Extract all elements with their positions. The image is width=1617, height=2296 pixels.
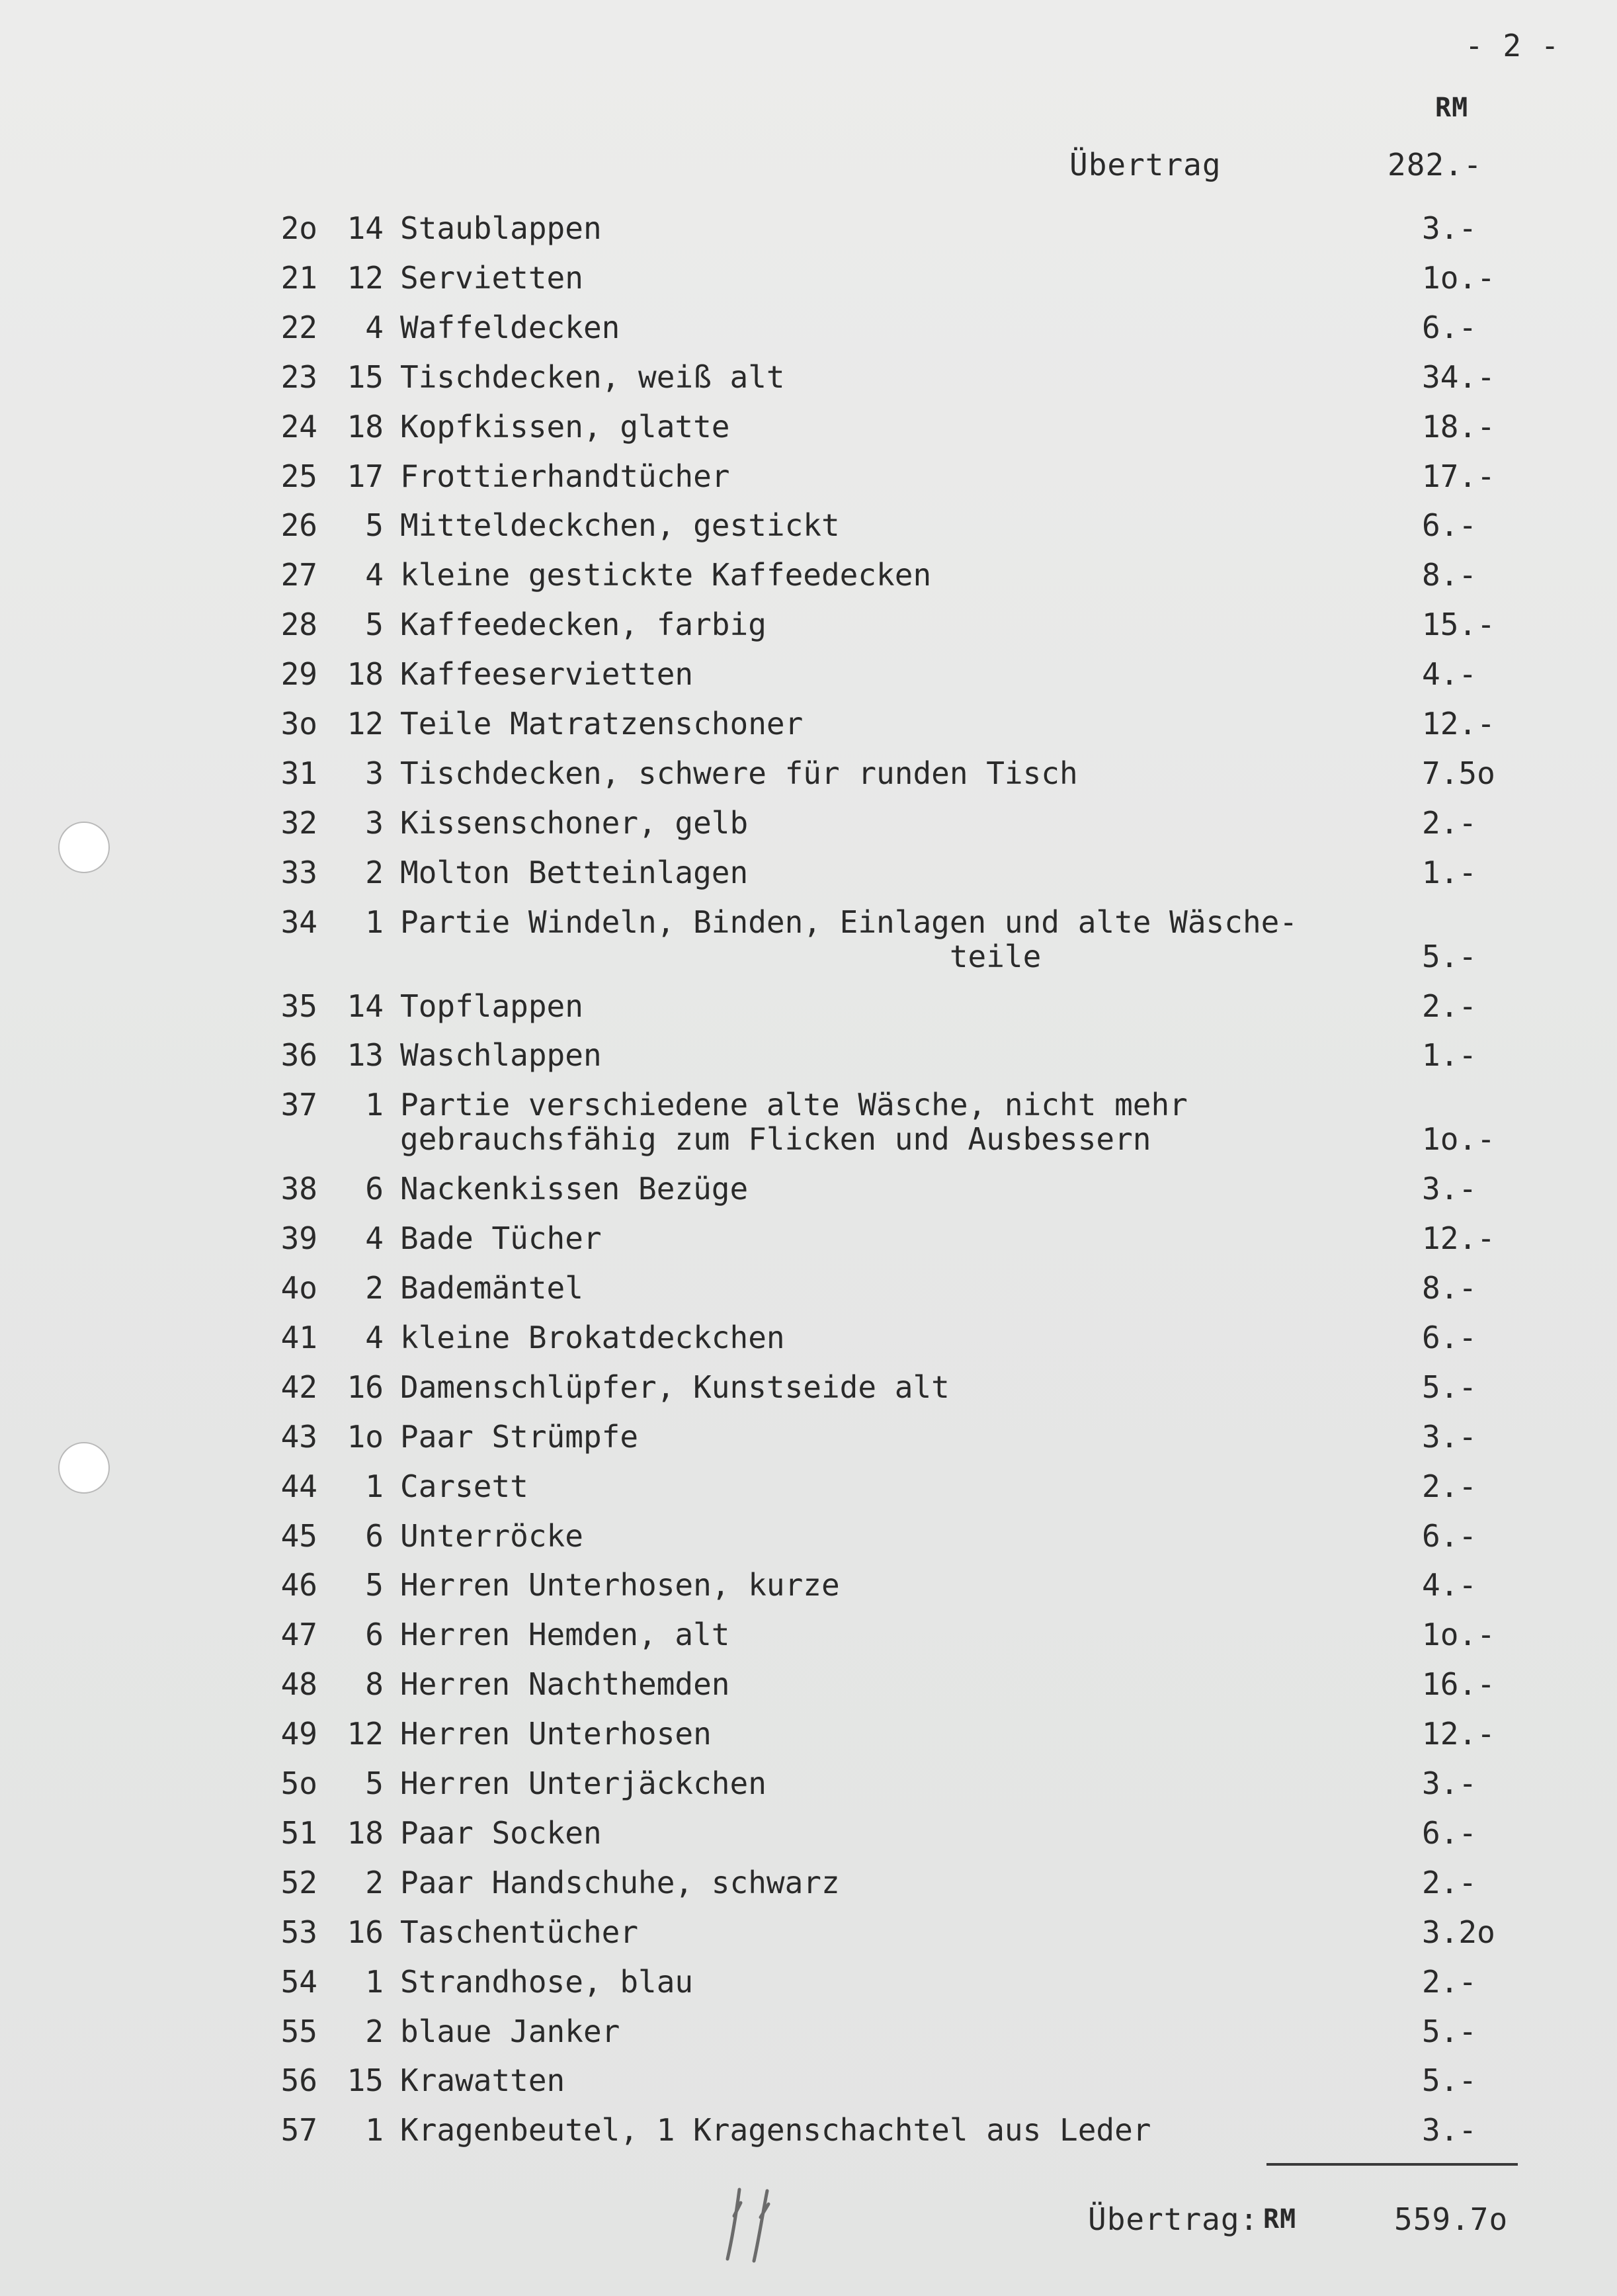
item-amount: 6.- <box>1422 309 1477 345</box>
item-amount: 2.- <box>1422 1864 1477 1900</box>
item-amount: 1.- <box>1422 854 1477 890</box>
currency-symbol: RM <box>1435 93 1469 123</box>
item-description: Herren Unterhosen <box>400 1716 712 1752</box>
item-description: Partie Windeln, Binden, Einlagen und alte Wäsche- <box>400 904 1298 940</box>
item-amount: 3.- <box>1422 1418 1477 1455</box>
item-quantity: 5 <box>365 1567 384 1603</box>
item-amount: 3.- <box>1422 1171 1477 1207</box>
item-number: 28 <box>280 607 317 643</box>
item-description: Bade Tücher <box>400 1220 602 1257</box>
item-amount: 3.- <box>1422 210 1477 246</box>
item-amount: 5.- <box>1422 1369 1477 1405</box>
item-quantity: 6 <box>365 1617 384 1653</box>
item-quantity: 4 <box>365 309 384 345</box>
item-amount: 6.- <box>1422 1517 1477 1554</box>
item-row <box>0 988 1617 1028</box>
item-quantity: 2 <box>365 854 384 890</box>
item-amount: 4.- <box>1422 1567 1477 1603</box>
item-number: 24 <box>280 408 317 445</box>
item-quantity: 2 <box>365 1864 384 1900</box>
item-quantity: 6 <box>365 1171 384 1207</box>
item-number: 51 <box>280 1814 317 1851</box>
item-number: 33 <box>280 854 317 890</box>
item-number: 27 <box>280 557 317 593</box>
item-quantity: 1o <box>347 1418 384 1455</box>
item-number: 34 <box>280 904 317 940</box>
item-quantity: 4 <box>365 1220 384 1257</box>
item-number: 29 <box>280 656 317 693</box>
item-number: 43 <box>280 1418 317 1455</box>
item-amount: 18.- <box>1422 408 1495 445</box>
item-description: Kragenbeutel, 1 Kragenschachtel aus Leder <box>400 2112 1151 2148</box>
item-row <box>0 755 1617 795</box>
item-description: Herren Unterhosen, kurze <box>400 1567 840 1603</box>
item-row <box>0 1617 1617 1656</box>
item-quantity: 1 <box>365 1087 384 1123</box>
item-number: 23 <box>280 359 317 395</box>
item-amount: 1o.- <box>1422 259 1495 296</box>
item-row <box>0 607 1617 646</box>
item-number: 52 <box>280 1864 317 1900</box>
item-description: Krawatten <box>400 2062 565 2099</box>
item-row <box>0 1765 1617 1805</box>
item-description: Servietten <box>400 259 583 296</box>
item-description: Herren Hemden, alt <box>400 1617 730 1653</box>
item-row <box>0 1270 1617 1310</box>
item-number: 25 <box>280 458 317 494</box>
item-amount: 8.- <box>1422 557 1477 593</box>
item-amount: 4.- <box>1422 656 1477 693</box>
item-description: blaue Janker <box>400 2013 620 2049</box>
item-quantity: 18 <box>347 1814 384 1851</box>
handwritten-mark <box>714 2183 787 2269</box>
item-row <box>0 2062 1617 2102</box>
item-number: 2o <box>280 210 317 246</box>
item-amount: 6.- <box>1422 1319 1477 1355</box>
item-description: Mitteldeckchen, gestickt <box>400 507 840 544</box>
item-number: 38 <box>280 1171 317 1207</box>
item-description: kleine gestickte Kaffeedecken <box>400 557 932 593</box>
item-amount: 5.- <box>1422 2013 1477 2049</box>
item-description: Herren Unterjäckchen <box>400 1765 767 1801</box>
item-number: 5o <box>280 1765 317 1801</box>
item-row <box>0 1815 1617 1855</box>
item-number: 39 <box>280 1220 317 1257</box>
item-quantity: 8 <box>365 1666 384 1703</box>
item-row <box>0 1716 1617 1756</box>
item-number: 56 <box>280 2062 317 2099</box>
item-row <box>0 1666 1617 1706</box>
item-number: 53 <box>280 1914 317 1950</box>
item-quantity: 3 <box>365 755 384 791</box>
item-quantity: 2 <box>365 2013 384 2049</box>
item-row <box>0 1567 1617 1607</box>
item-quantity: 12 <box>347 1716 384 1752</box>
item-number: 57 <box>280 2112 317 2148</box>
item-row <box>0 1037 1617 1077</box>
item-description: Unterröcke <box>400 1517 583 1554</box>
item-row <box>0 706 1617 745</box>
item-quantity: 4 <box>365 557 384 593</box>
item-number: 36 <box>280 1037 317 1074</box>
item-description: Taschentücher <box>400 1914 639 1950</box>
item-quantity: 1 <box>365 1468 384 1504</box>
item-amount: 2.- <box>1422 988 1477 1024</box>
item-number: 21 <box>280 259 317 296</box>
item-description: Partie verschiedene alte Wäsche, nicht mehr <box>400 1087 1188 1123</box>
item-quantity: 5 <box>365 607 384 643</box>
item-number: 22 <box>280 309 317 345</box>
item-row <box>0 1171 1617 1211</box>
item-row <box>0 1087 1617 1158</box>
item-amount: 1o.- <box>1422 1617 1495 1653</box>
item-description: Herren Nachthemden <box>400 1666 730 1703</box>
item-description: Kissenschoner, gelb <box>400 804 749 841</box>
item-description: Strandhose, blau <box>400 1963 694 2000</box>
item-row <box>0 656 1617 696</box>
item-row <box>0 1220 1617 1260</box>
item-row <box>0 1914 1617 1954</box>
item-number: 35 <box>280 988 317 1024</box>
item-quantity: 5 <box>365 507 384 544</box>
item-number: 42 <box>280 1369 317 1405</box>
item-description: Tischdecken, schwere für runden Tisch <box>400 755 1078 791</box>
item-number: 49 <box>280 1716 317 1752</box>
item-quantity: 2 <box>365 1270 384 1306</box>
item-quantity: 18 <box>347 408 384 445</box>
item-amount: 7.5o <box>1422 755 1495 791</box>
item-description-continued: teile <box>400 938 1042 974</box>
item-row <box>0 557 1617 597</box>
item-description-continued: gebrauchsfähig zum Flicken und Ausbessern <box>400 1121 1151 1158</box>
carry-over-label: Übertrag <box>1069 147 1222 183</box>
item-row <box>0 855 1617 894</box>
item-row <box>0 210 1617 250</box>
item-quantity: 13 <box>347 1037 384 1074</box>
item-description: Kopfkissen, glatte <box>400 408 730 445</box>
item-number: 47 <box>280 1617 317 1653</box>
item-description: Tischdecken, weiß alt <box>400 359 785 395</box>
item-quantity: 4 <box>365 1319 384 1355</box>
item-number: 48 <box>280 1666 317 1703</box>
item-amount: 6.- <box>1422 507 1477 544</box>
item-quantity: 3 <box>365 804 384 841</box>
item-description: Nackenkissen Bezüge <box>400 1171 749 1207</box>
item-description: Paar Handschuhe, schwarz <box>400 1864 840 1900</box>
item-amount: 5.- <box>1422 938 1477 974</box>
item-quantity: 14 <box>347 210 384 246</box>
item-description: kleine Brokatdeckchen <box>400 1319 785 1355</box>
item-row <box>0 409 1617 448</box>
item-number: 45 <box>280 1517 317 1554</box>
item-number: 32 <box>280 804 317 841</box>
item-quantity: 16 <box>347 1914 384 1950</box>
item-number: 37 <box>280 1087 317 1123</box>
item-amount: 15.- <box>1422 607 1495 643</box>
item-description: Bademäntel <box>400 1270 583 1306</box>
item-amount: 12.- <box>1422 706 1495 742</box>
item-amount: 34.- <box>1422 359 1495 395</box>
item-amount: 2.- <box>1422 1468 1477 1504</box>
item-description: Waffeldecken <box>400 309 620 345</box>
item-quantity: 1 <box>365 1963 384 2000</box>
item-number: 54 <box>280 1963 317 2000</box>
item-row <box>0 458 1617 498</box>
item-row <box>0 1468 1617 1508</box>
item-number: 55 <box>280 2013 317 2049</box>
total-amount: 559.7o <box>1394 2201 1509 2237</box>
total-currency-symbol: RM <box>1263 2204 1297 2234</box>
page-number: - 2 - <box>1465 28 1560 64</box>
item-quantity: 1 <box>365 904 384 940</box>
item-row <box>0 2112 1617 2152</box>
item-number: 44 <box>280 1468 317 1504</box>
item-amount: 3.- <box>1422 2112 1477 2148</box>
item-description: Teile Matratzenschoner <box>400 706 804 742</box>
item-row <box>0 1369 1617 1409</box>
item-quantity: 12 <box>347 259 384 296</box>
item-row <box>0 1865 1617 1904</box>
item-amount: 3.- <box>1422 1765 1477 1801</box>
item-row <box>0 1964 1617 2004</box>
item-row <box>0 2014 1617 2053</box>
item-row <box>0 904 1617 974</box>
item-number: 31 <box>280 755 317 791</box>
item-amount: 2.- <box>1422 804 1477 841</box>
item-description: Molton Betteinlagen <box>400 854 749 890</box>
item-row <box>0 1518 1617 1558</box>
item-quantity: 17 <box>347 458 384 494</box>
item-description: Paar Strümpfe <box>400 1418 639 1455</box>
item-description: Topflappen <box>400 988 583 1024</box>
item-amount: 1.- <box>1422 1037 1477 1074</box>
item-description: Kaffeedecken, farbig <box>400 607 767 643</box>
item-description: Staublappen <box>400 210 602 246</box>
item-amount: 16.- <box>1422 1666 1495 1703</box>
item-description: Damenschlüpfer, Kunstseide alt <box>400 1369 950 1405</box>
item-amount: 8.- <box>1422 1270 1477 1306</box>
item-number: 46 <box>280 1567 317 1603</box>
item-row <box>0 805 1617 845</box>
carry-over-amount: 282.- <box>1388 147 1483 183</box>
item-quantity: 15 <box>347 359 384 395</box>
item-row <box>0 359 1617 399</box>
item-number: 26 <box>280 507 317 544</box>
item-amount: 12.- <box>1422 1716 1495 1752</box>
item-row <box>0 1419 1617 1459</box>
item-quantity: 16 <box>347 1369 384 1405</box>
item-amount: 5.- <box>1422 2062 1477 2099</box>
item-description: Waschlappen <box>400 1037 602 1074</box>
item-description: Kaffeeservietten <box>400 656 694 693</box>
item-number: 3o <box>280 706 317 742</box>
item-number: 41 <box>280 1319 317 1355</box>
item-row <box>0 507 1617 547</box>
item-number: 4o <box>280 1270 317 1306</box>
item-amount: 1o.- <box>1422 1121 1495 1158</box>
item-quantity: 1 <box>365 2112 384 2148</box>
total-label: Übertrag: <box>1088 2201 1259 2237</box>
item-amount: 17.- <box>1422 458 1495 494</box>
item-description: Frottierhandtücher <box>400 458 730 494</box>
item-amount: 12.- <box>1422 1220 1495 1257</box>
item-quantity: 15 <box>347 2062 384 2099</box>
item-amount: 3.2o <box>1422 1914 1495 1950</box>
item-row <box>0 1320 1617 1359</box>
item-amount: 6.- <box>1422 1814 1477 1851</box>
item-description: Carsett <box>400 1468 528 1504</box>
item-quantity: 12 <box>347 706 384 742</box>
item-quantity: 5 <box>365 1765 384 1801</box>
item-quantity: 18 <box>347 656 384 693</box>
item-quantity: 14 <box>347 988 384 1024</box>
item-quantity: 6 <box>365 1517 384 1554</box>
item-row <box>0 260 1617 300</box>
item-description: Paar Socken <box>400 1814 602 1851</box>
item-amount: 2.- <box>1422 1963 1477 2000</box>
sum-rule <box>1266 2163 1518 2166</box>
item-row <box>0 310 1617 349</box>
